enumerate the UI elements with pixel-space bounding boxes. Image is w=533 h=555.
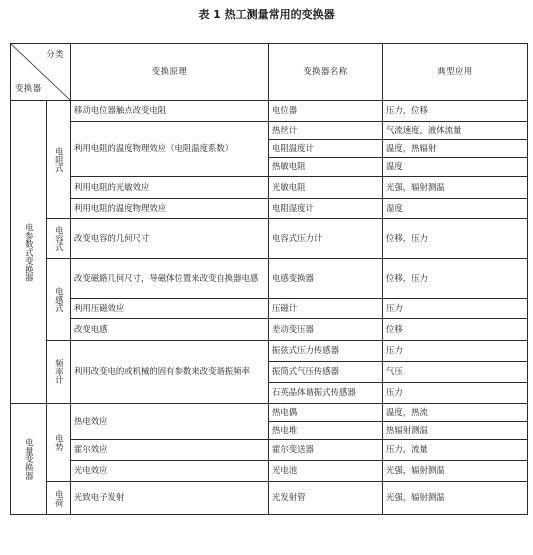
principle-cell: 利用电阻的光敏效应 <box>71 177 269 199</box>
table-row <box>11 259 528 299</box>
header-name: 变换器名称 <box>269 44 383 101</box>
name-cell: 石英晶体谐振式传感器 <box>269 383 383 404</box>
application-cell: 温度，热流 <box>383 404 528 422</box>
group-param-label: 电参数式变换器 <box>11 101 47 404</box>
principle-cell: 改变电感 <box>71 319 269 341</box>
application-cell: 气流速度，液体流量 <box>383 122 528 140</box>
header-principle: 变换原理 <box>71 44 269 101</box>
table-row <box>11 319 528 341</box>
header-category-label: 分类 <box>46 49 64 59</box>
subgroup-capacitive-label: 电容式 <box>47 219 71 259</box>
principle-cell: 热电效应 <box>71 404 269 440</box>
name-cell: 振弦式压力传感器 <box>269 341 383 362</box>
principle-cell: 利用电阻的温度物理效应（电阻温度系数） <box>71 122 269 177</box>
name-cell: 热丝计 <box>269 122 383 140</box>
group-quantity-label: 电量变换器 <box>11 404 47 515</box>
principle-cell: 改变电容的几何尺寸 <box>71 219 269 259</box>
table-row <box>11 299 528 319</box>
principle-cell: 光致电子发射 <box>71 482 269 515</box>
name-cell: 霍尔变送器 <box>269 440 383 461</box>
name-cell: 振筒式气压传感器 <box>269 362 383 383</box>
name-cell: 电阻温度计 <box>269 140 383 158</box>
application-cell: 温度，热辐射 <box>383 140 528 158</box>
application-cell: 压力，位移 <box>383 101 528 122</box>
application-cell: 位移，压力 <box>383 259 528 299</box>
name-cell: 差动变压器 <box>269 319 383 341</box>
header-category-cell <box>11 44 71 101</box>
name-cell: 电容式压力计 <box>269 219 383 259</box>
application-cell: 光强，辐射测温 <box>383 482 528 515</box>
principle-cell: 光电效应 <box>71 461 269 482</box>
table-row <box>11 461 528 482</box>
application-cell: 压力 <box>383 383 528 404</box>
name-cell: 光发射管 <box>269 482 383 515</box>
subgroup-frequency-label: 频率计 <box>47 341 71 404</box>
application-cell: 位移 <box>383 319 528 341</box>
application-cell: 温度 <box>383 158 528 177</box>
table-row <box>11 219 528 259</box>
name-cell: 电位器 <box>269 101 383 122</box>
transducer-table <box>10 43 528 515</box>
subgroup-potential-label: 电势 <box>47 404 71 482</box>
principle-cell: 利用电阻的温度物理效应 <box>71 199 269 219</box>
application-cell: 湿度 <box>383 199 528 219</box>
table-row <box>11 199 528 219</box>
header-application: 典型应用 <box>383 44 528 101</box>
application-cell: 压力 <box>383 341 528 362</box>
name-cell: 热敏电阻 <box>269 158 383 177</box>
table-row <box>11 440 528 461</box>
principle-cell: 利用改变电的或机械的固有参数来改变谐振频率 <box>71 341 269 404</box>
name-cell: 压磁计 <box>269 299 383 319</box>
name-cell: 热电偶 <box>269 404 383 422</box>
table-row <box>11 101 528 122</box>
table-row <box>11 341 528 362</box>
subgroup-inductive-label: 电感式 <box>47 259 71 341</box>
name-cell: 电感变换器 <box>269 259 383 299</box>
application-cell: 压力，流量 <box>383 440 528 461</box>
application-cell: 压力 <box>383 299 528 319</box>
table-title: 表 1 热工测量常用的变换器 <box>198 8 335 21</box>
table-row <box>11 404 528 422</box>
subgroup-resistive-label: 电阻式 <box>47 101 71 219</box>
name-cell: 热电堆 <box>269 422 383 440</box>
header-row <box>11 44 528 101</box>
name-cell: 光电池 <box>269 461 383 482</box>
header-transducer-label: 变换器 <box>15 83 42 94</box>
application-cell: 光强，辐射测温 <box>383 177 528 199</box>
principle-cell: 改变磁路几何尺寸，导磁体位置来改变自换器电感 <box>71 259 269 299</box>
table-row <box>11 122 528 140</box>
subgroup-charge-label: 电荷 <box>47 482 71 515</box>
application-cell: 热辐射测温 <box>383 422 528 440</box>
table-row <box>11 482 528 515</box>
table-row <box>11 177 528 199</box>
application-cell: 位移，压力 <box>383 219 528 259</box>
application-cell: 光强，辐射测温 <box>383 461 528 482</box>
principle-cell: 利用压磁效应 <box>71 299 269 319</box>
name-cell: 光敏电阻 <box>269 177 383 199</box>
principle-cell: 移动电位器触点改变电阻 <box>71 101 269 122</box>
principle-cell: 霍尔效应 <box>71 440 269 461</box>
name-cell: 电阻湿度计 <box>269 199 383 219</box>
application-cell: 气压 <box>383 362 528 383</box>
